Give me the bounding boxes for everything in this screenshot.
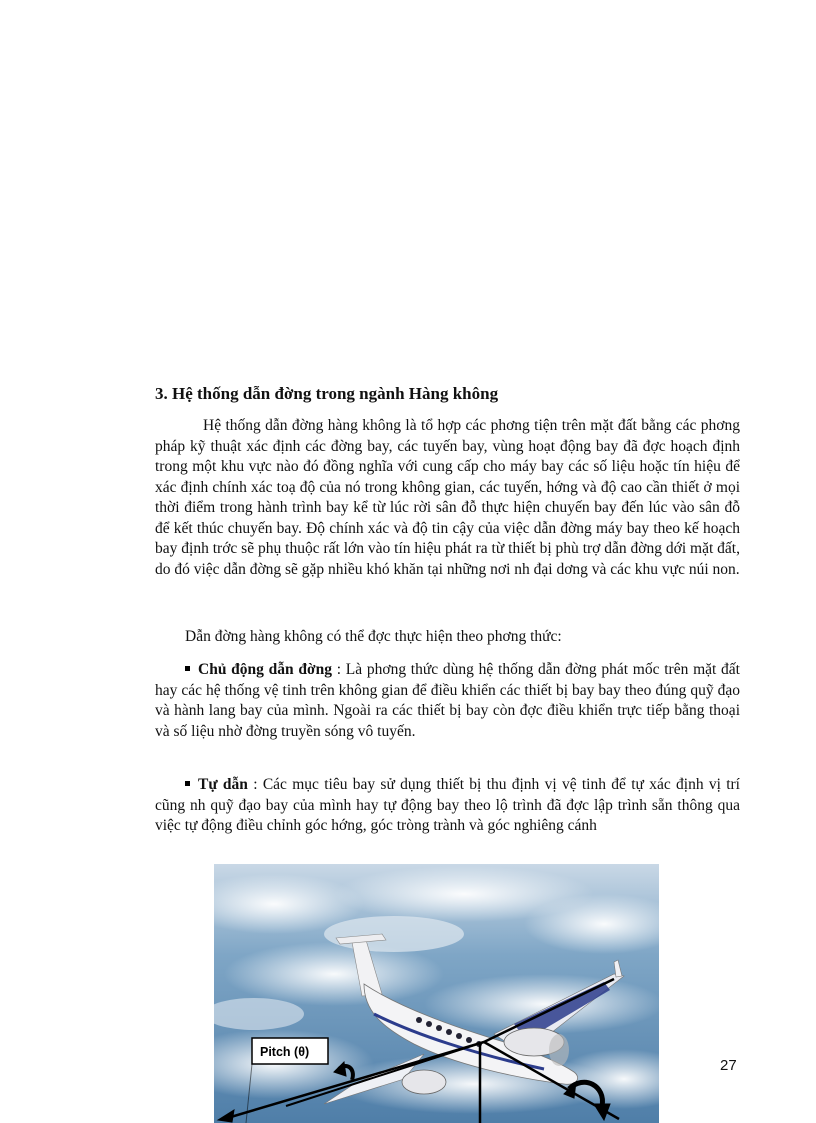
- lead-sentence: Dẫn đờng hàng không có thể đợc thực hiện theo phơng thức:: [185, 628, 562, 645]
- bullet-text: : Là phơng thức dùng hệ thống dẫn đờng phát mốc trên mặt đất hay các hệ thống vệ tinh trên không gian để điều khiển các thiết bị bay bay theo đúng quỹ đạo và hành lang bay của mình. Ngoài ra các thiết bị bay còn đợc điều khiển trực tiếp bằng thoại và số liệu nhờ đờng truyền sóng vô tuyến.: [155, 661, 740, 740]
- page-number: 27: [720, 1057, 737, 1074]
- aircraft-figure: [214, 864, 659, 1123]
- bullet-term: Chủ động dẫn đờng: [198, 661, 332, 678]
- square-bullet-icon: [185, 666, 190, 671]
- bullet-item: [155, 660, 740, 742]
- aircraft-illustration: [214, 864, 659, 1123]
- bullet-term: Tự dẫn: [198, 776, 248, 793]
- bullet-item: [155, 775, 740, 837]
- intro-text: Hệ thống dẫn đờng hàng không là tổ hợp các phơng tiện trên mặt đất bằng các phơng pháp kỹ thuật xác định các đờng bay, các tuyến bay, vùng hoạt động bay đã đợc hoạch định trong một khu vực nào đó đồng nghĩa với cung cấp cho máy bay các số liệu hoặc tín hiệu để xác định chính xác toạ độ của nó trong không gian, các tuyến, hớng và độ cao cần thiết ở mọi thời điểm trong hành trình bay kể từ lúc rời sân đỗ thực hiện chuyến bay đến lúc vào sân đỗ để kết thúc chuyến bay. Độ chính xác và độ tin cậy của việc dẫn đờng máy bay theo kế hoạch bay định trớc sẽ phụ thuộc rất lớn vào tín hiệu phát ra từ thiết bị phù trợ dẫn đờng dới mặt đất, do đó việc dẫn đờng sẽ gặp nhiều khó khăn tại những nơi nh đại dơng và các khu vực núi non.: [155, 417, 740, 578]
- section-heading: 3. Hệ thống dẫn đờng trong ngành Hàng không: [155, 384, 499, 403]
- pitch-label: Pitch (θ): [260, 1045, 310, 1059]
- square-bullet-icon: [185, 781, 190, 786]
- intro-paragraph: [155, 416, 740, 580]
- bullet-text: : Các mục tiêu bay sử dụng thiết bị thu định vị vệ tinh để tự xác định vị trí cũng nh quỹ đạo bay của mình hay tự động bay theo lộ trình đã đợc lập trình sẵn thông qua việc tự động điều chỉnh góc hớng, góc tròng trành và góc nghiêng cánh: [155, 776, 740, 834]
